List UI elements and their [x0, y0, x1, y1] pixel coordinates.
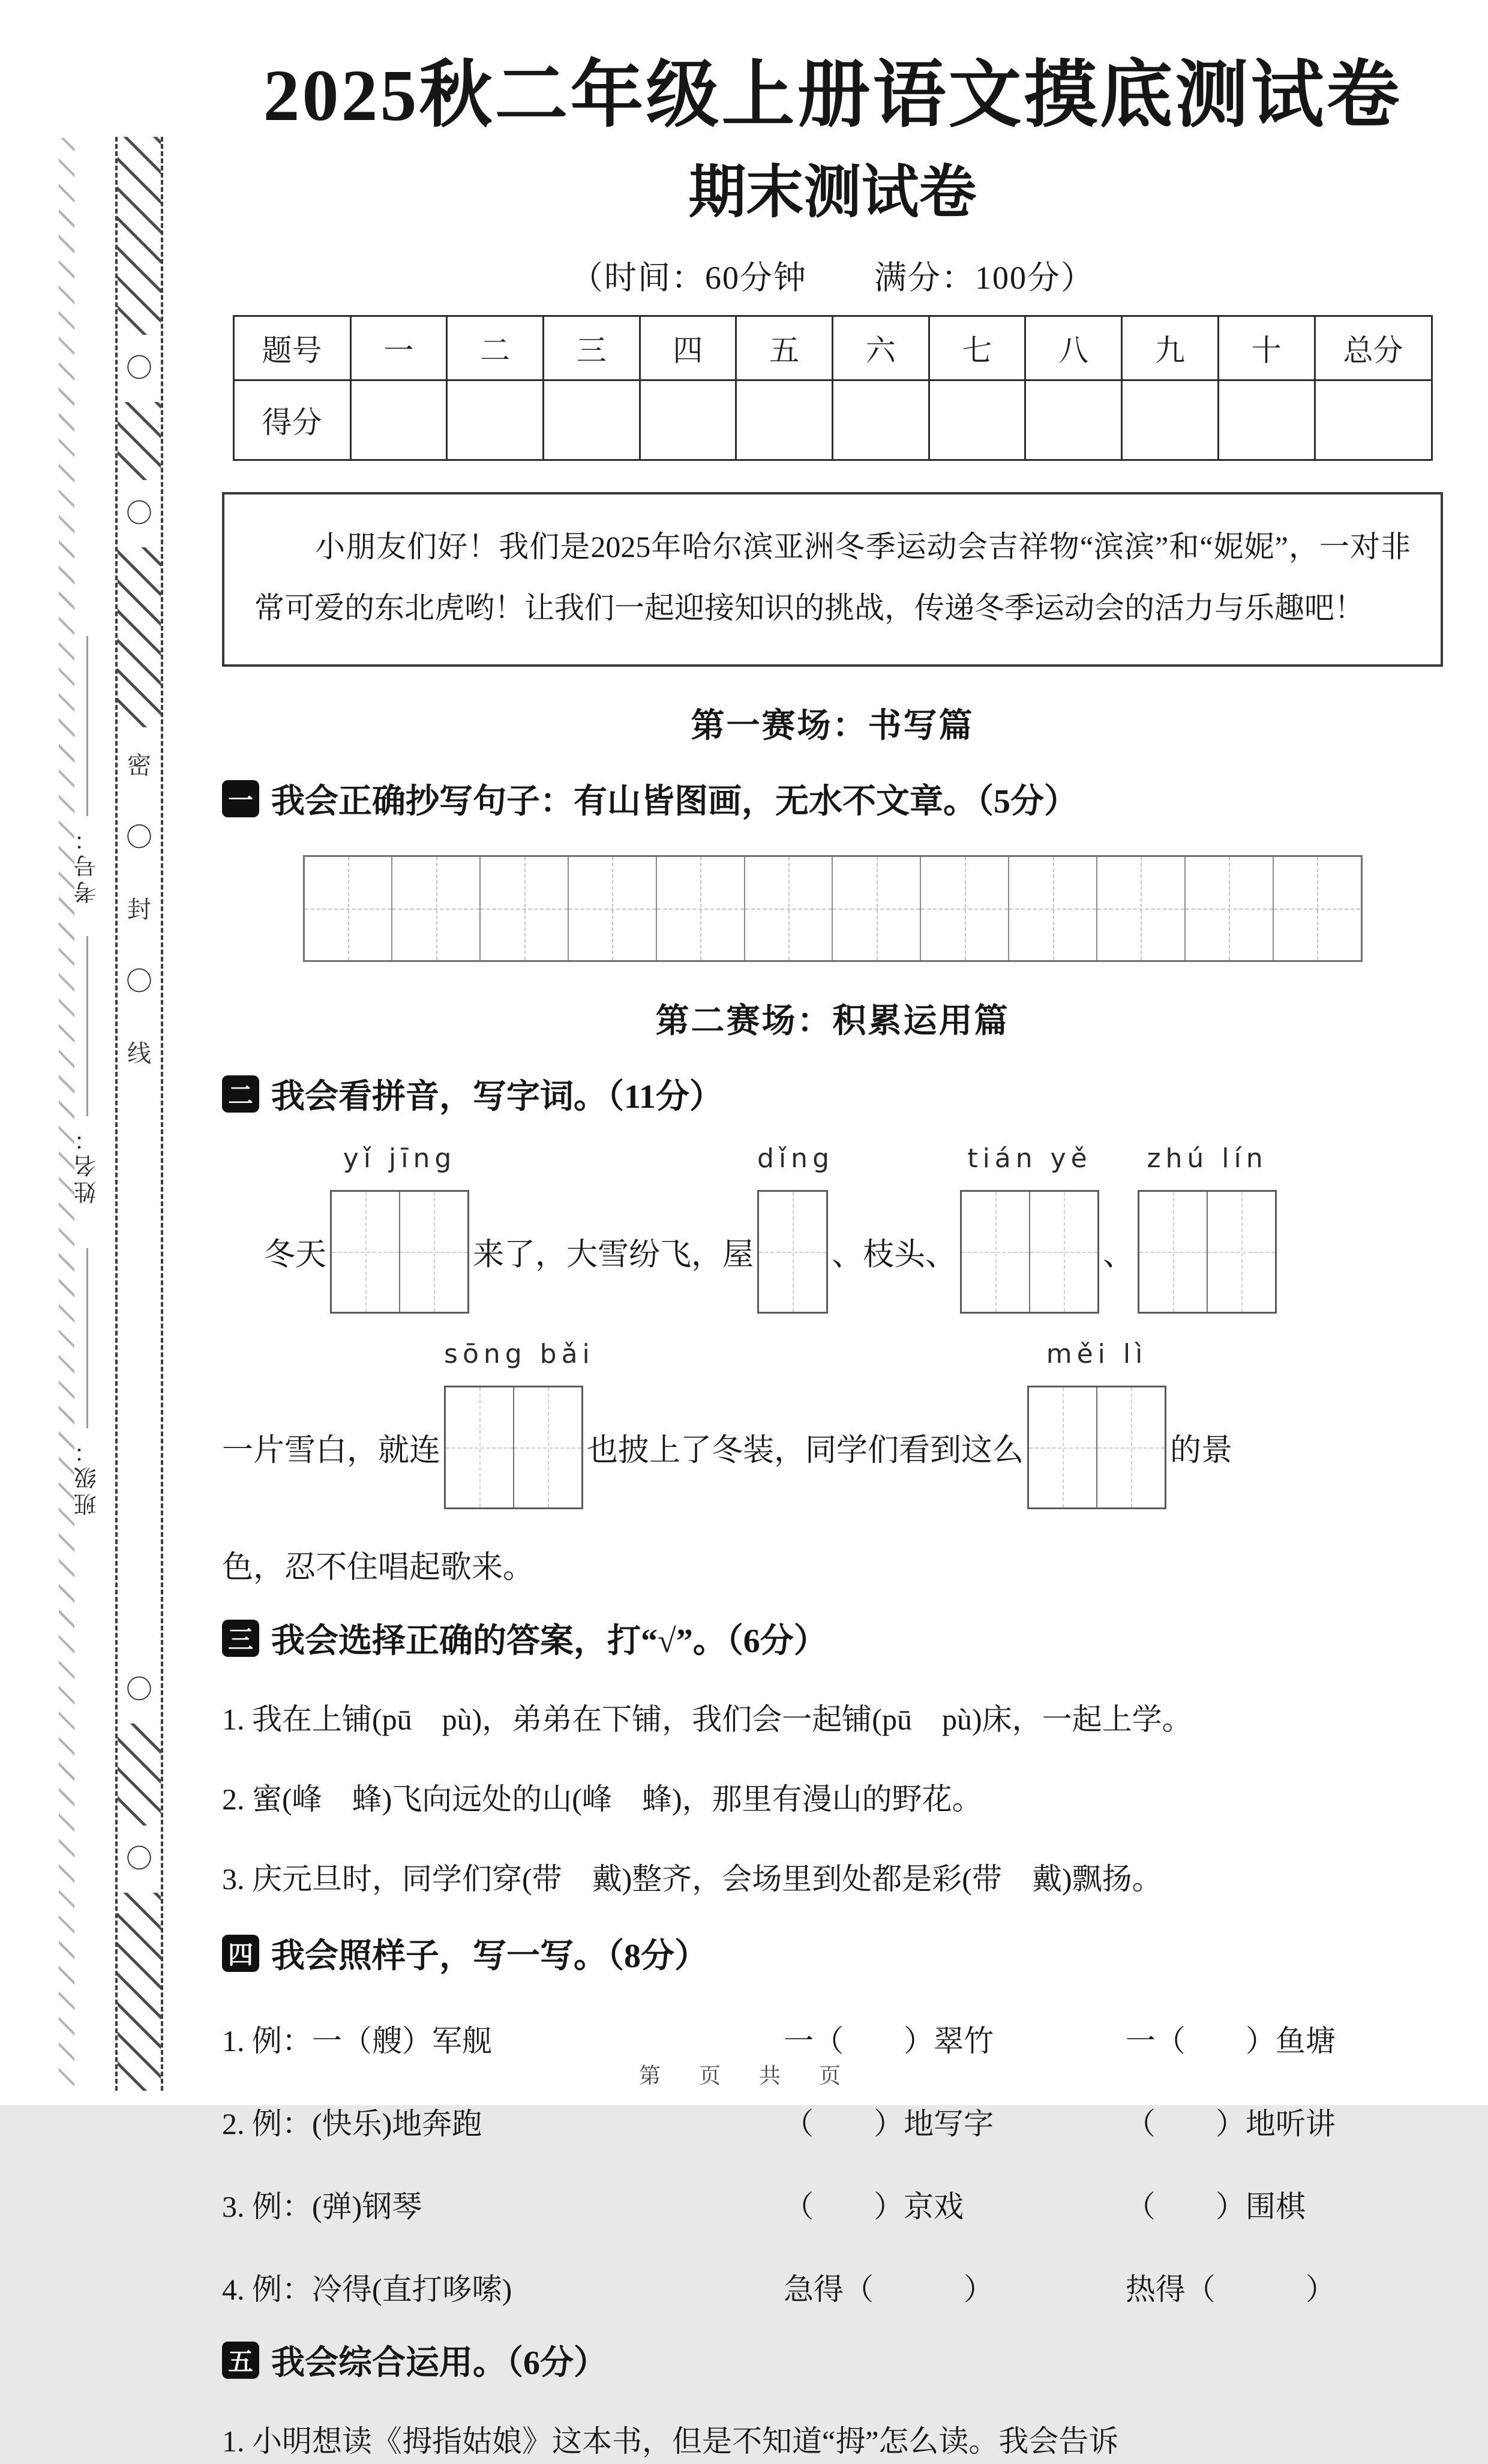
score-blank-cell: [1315, 380, 1432, 460]
score-blank-cell: [543, 380, 640, 460]
score-row-label: 得分: [233, 380, 350, 460]
greeting-box: [222, 492, 1443, 667]
question4-text: 我会照样子，写一写。（8分）: [271, 1937, 708, 1975]
pinyin-line-2: [222, 1338, 1443, 1509]
score-blank-cell: [447, 380, 544, 460]
pinyin-box-songbai: [444, 1338, 595, 1509]
seal-circle: 〇: [126, 353, 152, 383]
score-table-cell: 九: [1122, 316, 1219, 380]
pinyin-box-ding: [757, 1143, 835, 1314]
pinyin-line-3: 色，忍不住唱起歌来。: [222, 1550, 535, 1585]
answer-cell: [1030, 1192, 1097, 1312]
time-score-line: （时间：60分钟 满分：100分）: [571, 259, 1094, 296]
main-content: [222, 36, 1443, 2464]
answer-cell: [1208, 1192, 1275, 1312]
q5-item-1: 1. 小明想读《拇指姑娘》这本书，但是不知道“拇”怎么读。我会告诉: [222, 2424, 1119, 2458]
seal-circle: 〇: [126, 823, 152, 852]
score-table-cell: 五: [736, 316, 833, 380]
name-label: 姓名：: [75, 1125, 100, 1204]
score-table: [233, 315, 1433, 461]
score-blank-cell: [1122, 380, 1219, 460]
question2-heading: [222, 1070, 1443, 1118]
q3-item-3: 3. 庆元旦时，同学们穿(带 戴)整齐，会场里到处都是彩(带 戴)飘扬。: [222, 1862, 1162, 1896]
text-segment: 一片雪白，就连: [222, 1434, 441, 1468]
q4-example: 4. 例：冷得(直打哆嗦): [222, 2272, 512, 2306]
answer-cell: [400, 1192, 467, 1312]
score-table-score-row: [233, 380, 1432, 460]
writing-cell: [921, 857, 1009, 960]
question1-number-badge: 一: [222, 780, 259, 817]
q4-example: 1. 例：一（艘）军舰: [222, 2024, 492, 2058]
answer-cell: [962, 1192, 1030, 1312]
question3-heading: [222, 1614, 1443, 1662]
q4-row-1: [222, 2017, 1443, 2060]
pinyin-label: sōng bǎi: [444, 1338, 595, 1369]
hatch-segment: [118, 547, 161, 727]
q4-row-4: [222, 2265, 1443, 2309]
question3-text: 我会选择正确的答案，打“√”。（6分）: [271, 1622, 827, 1660]
score-table-cell: 八: [1025, 316, 1122, 380]
score-table-header-row: [233, 316, 1432, 380]
text-segment: 、: [1103, 1238, 1135, 1273]
class-label: 班级：: [75, 1437, 100, 1516]
score-table-cell: 一: [350, 316, 447, 380]
seal-char-xian: 线: [127, 1040, 151, 1067]
binding-seal-strip: [115, 137, 163, 2091]
q4-example: 3. 例：(弹)钢琴: [222, 2189, 422, 2223]
pinyin-box-yijing: [330, 1143, 469, 1314]
text-segment: 、枝头、: [832, 1238, 957, 1273]
question2-number-badge: 二: [222, 1075, 259, 1113]
pinyin-line-1: [222, 1143, 1443, 1314]
stage2-heading: 第二赛场：积累运用篇: [655, 1002, 1010, 1040]
text-segment: 冬天: [264, 1238, 327, 1273]
page-subtitle: 期末测试卷: [688, 160, 977, 225]
seal-circle: 〇: [126, 1844, 152, 1874]
q3-item-2: 2. 蜜(峰 蜂)飞向远处的山(峰 蜂)，那里有漫山的野花。: [222, 1782, 982, 1816]
writing-cell: [569, 857, 657, 960]
score-table-cell: 十: [1218, 316, 1315, 380]
q4-blank: 急得（ ）: [784, 2272, 994, 2306]
seal-char-mi: 密: [127, 752, 151, 779]
q3-item-1: 1. 我在上铺(pū pù)，弟弟在下铺，我们会一起铺(pū pù)床，一起上学。: [222, 1702, 1192, 1736]
question2-text: 我会看拼音，写字词。（11分）: [271, 1078, 723, 1116]
hatch-segment: [118, 402, 161, 480]
answer-box: [960, 1190, 1099, 1314]
page-footer: 第 页 共 页: [638, 2064, 849, 2088]
q4-blank: 一（ ）鱼塘: [1125, 2024, 1336, 2058]
answer-cell: [446, 1387, 514, 1507]
score-table-cell: 题号: [233, 316, 350, 380]
seal-char-feng: 封: [127, 896, 151, 923]
pinyin-box-tianye: [960, 1143, 1099, 1314]
question1-heading: [222, 775, 1443, 823]
seal-circle: 〇: [126, 499, 152, 528]
pinyin-label: tián yě: [967, 1143, 1092, 1174]
name-field: [71, 936, 104, 1204]
hatch-segment: [118, 137, 161, 335]
q4-blank: 热得（ ）: [1125, 2272, 1336, 2306]
question5-text: 我会综合运用。（6分）: [271, 2344, 607, 2382]
answer-box: [444, 1386, 583, 1509]
writing-cell: [305, 857, 393, 960]
writing-cell: [481, 857, 569, 960]
pinyin-label: zhú lín: [1147, 1143, 1268, 1174]
exam-number-field: [71, 636, 104, 904]
text-segment: 来了，大雪纷飞，屋: [473, 1238, 754, 1273]
question4-heading: [222, 1929, 1443, 1977]
q4-blank: （ ）地写字: [784, 2106, 994, 2141]
score-blank-cell: [1218, 380, 1315, 460]
q4-row-3: [222, 2183, 1443, 2226]
writing-cell: [392, 857, 481, 960]
exam-number-label: 考号：: [75, 825, 100, 904]
answer-cell: [1029, 1387, 1097, 1507]
score-table-cell: 四: [640, 316, 736, 380]
question4-number-badge: 四: [222, 1935, 259, 1972]
score-blank-cell: [736, 380, 833, 460]
seal-circle: 〇: [126, 967, 152, 996]
writing-cell: [833, 857, 921, 960]
text-segment: 也披上了冬装，同学们看到这么: [587, 1434, 1024, 1468]
page-title: 2025秋二年级上册语文摸底测试卷: [263, 55, 1402, 136]
score-table-cell: 三: [543, 316, 640, 380]
answer-cell: [514, 1387, 581, 1507]
score-blank-cell: [1025, 380, 1122, 460]
score-blank-cell: [350, 380, 447, 460]
copy-writing-grid: [303, 855, 1363, 962]
q4-row-2: [222, 2100, 1443, 2143]
class-field: [71, 1248, 104, 1516]
class-blank-line: [86, 1248, 88, 1428]
question5-heading: [222, 2336, 1443, 2384]
score-blank-cell: [832, 380, 929, 460]
answer-box: [1027, 1386, 1166, 1509]
q4-blank: （ ）京戏: [784, 2189, 964, 2223]
score-table-cell: 六: [832, 316, 929, 380]
hatch-segment: [118, 1723, 161, 1825]
pinyin-label: yǐ jīng: [343, 1143, 457, 1174]
answer-cell: [1097, 1387, 1165, 1507]
name-blank-line: [86, 936, 88, 1116]
question1-text: 我会正确抄写句子：有山皆图画，无水不文章。（5分）: [271, 783, 1078, 820]
score-table-cell: 二: [447, 316, 544, 380]
question3-number-badge: 三: [222, 1620, 259, 1657]
greeting-text: 小朋友们好！我们是2025年哈尔滨亚洲冬季运动会吉祥物“滨滨”和“妮妮”，一对非常可爱的东北虎哟！让我们一起迎接知识的挑战，传递冬季运动会的活力与乐趣吧！: [254, 529, 1411, 625]
q4-blank: （ ）地听讲: [1125, 2106, 1336, 2141]
exam-number-blank-line: [86, 636, 88, 816]
writing-cell: [745, 857, 833, 960]
answer-cell: [1139, 1192, 1208, 1312]
seal-circle: 〇: [126, 1675, 152, 1704]
writing-cell: [1186, 857, 1274, 960]
pinyin-box-zhulin: [1138, 1143, 1277, 1314]
writing-cell: [1274, 857, 1361, 960]
score-table-cell: 总分: [1315, 316, 1432, 380]
answer-cell: [759, 1192, 826, 1312]
answer-cell: [332, 1192, 400, 1312]
pinyin-label: měi lì: [1046, 1338, 1148, 1369]
stage1-heading: 第一赛场：书写篇: [691, 707, 974, 745]
score-blank-cell: [929, 380, 1025, 460]
pinyin-box-meili: [1027, 1338, 1166, 1509]
text-segment: 的景: [1170, 1434, 1233, 1468]
score-table-cell: 七: [929, 316, 1025, 380]
student-info-column: [71, 0, 107, 2105]
q4-example: 2. 例：(快乐)地奔跑: [222, 2106, 482, 2141]
writing-cell: [1009, 857, 1097, 960]
answer-box: [1138, 1190, 1277, 1314]
q4-blank: （ ）围棋: [1125, 2189, 1306, 2223]
writing-cell: [657, 857, 745, 960]
question5-number-badge: 五: [222, 2342, 259, 2379]
answer-box: [757, 1190, 828, 1314]
pinyin-label: dǐng: [757, 1143, 835, 1174]
answer-box: [330, 1190, 469, 1314]
writing-cell: [1097, 857, 1186, 960]
score-blank-cell: [640, 380, 736, 460]
q4-blank: 一（ ）翠竹: [784, 2024, 994, 2058]
